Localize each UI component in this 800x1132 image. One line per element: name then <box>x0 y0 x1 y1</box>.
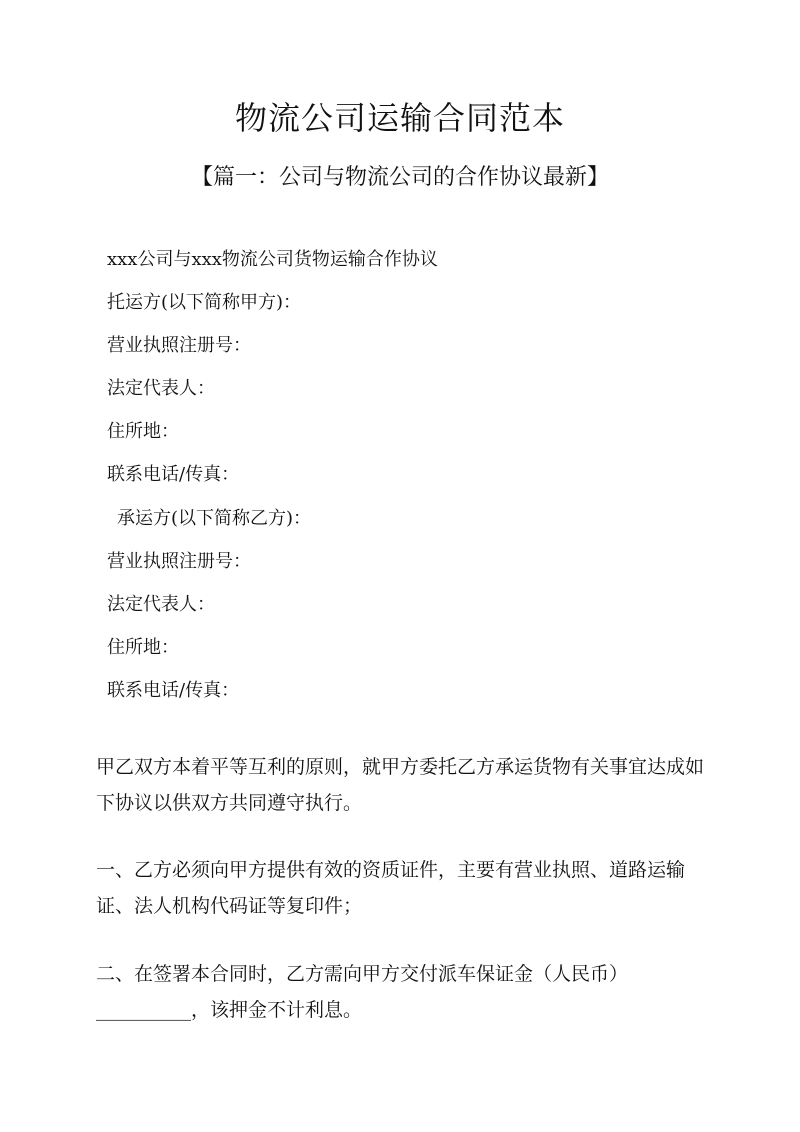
clause-2-paragraph: 二、在签署本合同时，乙方需向甲方交付派车保证金（人民币）__________，该押金不计利息。 <box>96 963 629 1021</box>
party-a-address-label: 住所地： <box>107 421 179 442</box>
party-a-name-label: 托运方(以下简称甲方)： <box>107 292 302 313</box>
intro-paragraph: 甲乙双方本着平等互利的原则，就甲方委托乙方承运货物有关事宜达成如下协议以供双方共同遵守执行。 <box>96 756 705 814</box>
party-b-license-label: 营业执照注册号： <box>107 551 251 572</box>
party-a-phone-label: 联系电话/传真： <box>107 464 240 485</box>
document-subtitle: 【篇一：公司与物流公司的合作协议最新】 <box>190 165 609 190</box>
party-b-phone-label: 联系电话/传真： <box>107 680 240 701</box>
party-b-name-label: 承运方(以下简称乙方)： <box>117 508 312 529</box>
party-a-rep-label: 法定代表人： <box>107 378 215 399</box>
clause-1-paragraph: 一、乙方必须向甲方提供有效的资质证件，主要有营业执照、道路运输证、法人机构代码证等复印件； <box>96 859 686 917</box>
party-a-license-label: 营业执照注册号： <box>107 335 251 356</box>
party-b-address-label: 住所地： <box>107 637 179 658</box>
agreement-heading: xxx公司与xxx物流公司货物运输合作协议 <box>107 249 438 270</box>
document-title: 物流公司运输合同范本 <box>234 99 565 137</box>
party-b-rep-label: 法定代表人： <box>107 594 215 615</box>
